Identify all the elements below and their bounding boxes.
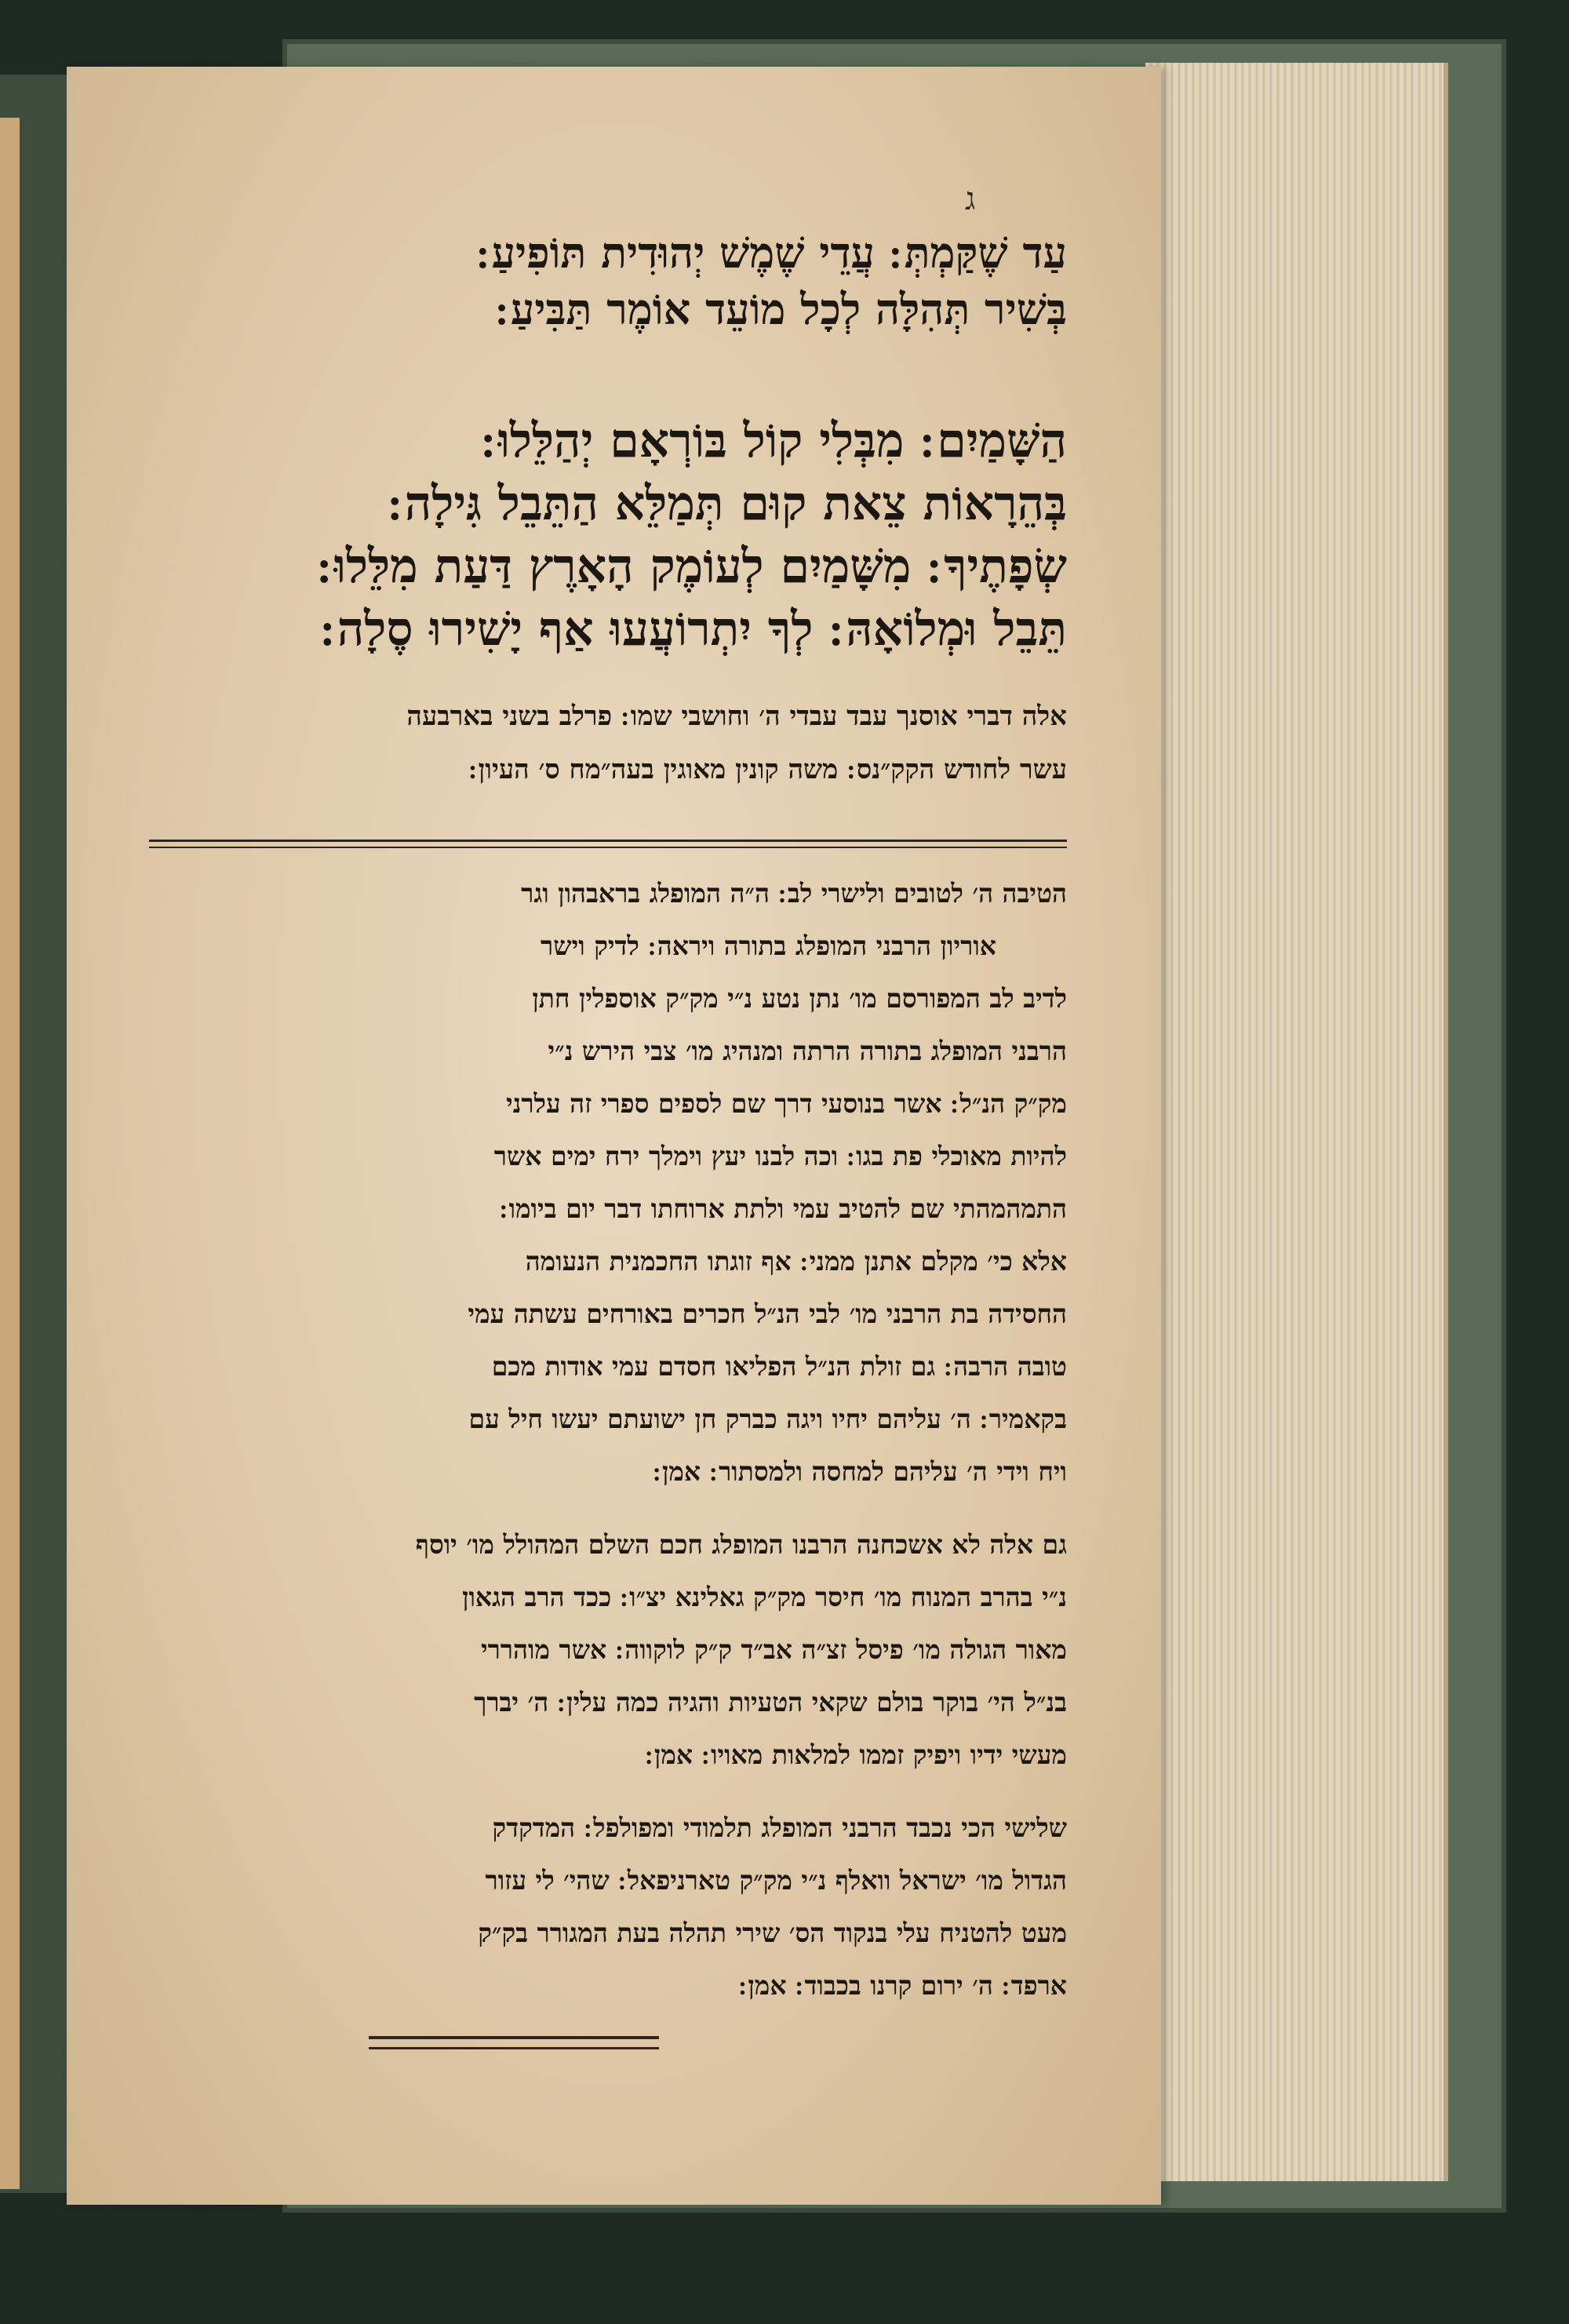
text-line: בנ״ל הי׳ בוקר בולם שקאי הטעיות והגיה כמה עלין ׃ ה׳ יברך [474, 1687, 1067, 1718]
text-line: גם אלה לא אשכחנה הרבנו המופלג חכם השלם המהולל מו׳ יוסף [415, 1529, 1067, 1560]
colophon-line: עשר לחודש הקק״נס ׃ משה קונין מאוגין בעה״מח ס׳ העיון ׃ [468, 754, 1067, 785]
text-line: נ״י בהרב המנוח מו׳ חיסר מק״ק גאלינא יצ״ו ׃ ככד הרב הגאון [462, 1582, 1067, 1612]
poem-line: תֵּבֵל וּמְלוֹאָהּ ׃ לְךָ יִתְרוֹעֲעוּ אַף יָשִׁירוּ סֶלָה ׃ [320, 602, 1067, 657]
poem-line: שְׂפָתֶיךָ ׃ מִשָּׁמַיִם לְעוֹמֶק הָאָרֶץ דַּעַת מִלֵּלוּ ׃ [317, 539, 1067, 594]
text-line: מק״ק הנ״ל ׃ אשר בנוסעי דרך שם לספים ספרי זה עלרני [505, 1088, 1067, 1119]
colophon-line: אלה דברי אוסנך עבד עבדי ה׳ וחושבי שמו ׃ פרלב בשני בארבעה [406, 701, 1067, 732]
colophon [149, 694, 1067, 801]
text-line: אלא כי׳ מקלם אתנן ממני ׃ אף זוגתו החכמנית הנעומה [525, 1246, 1067, 1277]
text-line: להיות מאוכלי פת בגו ׃ וכה לבנו יעץ וימלך ירח ימים אשר [493, 1141, 1067, 1171]
paragraph [149, 867, 1067, 1498]
page-mark: ג [965, 181, 976, 217]
left-leaf [0, 118, 20, 2189]
opening-line: בְּשִׁיר תְּהִלָּה לְכָל מוֹעֵד אוֹמֶר תַּבִּיעַ ׃ [495, 284, 1067, 334]
text-line: החסידה בת הרבני מו׳ לבי הנ״ל חכרים באורחים עשתה עמי [468, 1299, 1067, 1329]
opening-verse [149, 228, 1067, 341]
page-edges [1145, 63, 1448, 2181]
text-line: טובה הרבה ׃ גם זולת הנ״ל הפליאו חסדם עמי אודות מכם [491, 1351, 1067, 1382]
text-line: מאור הגולה מו׳ פיסל זצ״ה אב״ד ק״ק לוקווה ׃ אשר מוהררי [480, 1634, 1067, 1665]
poem-stanza [149, 413, 1067, 667]
text-line: מעט להטניח עלי בנקוד הס׳ שירי תהלה בעת המגורר בק״ק [478, 1918, 1067, 1948]
poem-line: הַשָּׁמַיִם ׃ מִבְּלִי קוֹל בּוֹרְאָם יְהַלֵּלוּ ׃ [481, 413, 1067, 468]
text-line: הגדול מו׳ ישראל וואלף נ״י מק״ק טארניפאל ׃ שהי׳ לי עזור [485, 1865, 1067, 1896]
text-line: שלישי הכי נכבד הרבני המופלג תלמודי ומפולפל ׃ המדקדק [492, 1812, 1067, 1843]
paragraph [149, 1518, 1067, 1781]
section-divider [149, 840, 1067, 848]
text-line: לדיב לב המפורסם מו׳ נתן נטע נ״י מק״ק אוספלין חתן [532, 983, 1067, 1014]
text-line: ויח וידי ה׳ עליהם למחסה ולמסתור ׃ אמן ׃ [653, 1456, 1067, 1487]
text-line: מעשי ידיו ויפיק זממו למלאות מאויו ׃ אמן ׃ [645, 1739, 1067, 1770]
opening-line: עַד שֶׁקַּמְתְּ ׃ עֲדֵי שֶׁמֶשׁ יְהוּדִית תּוֹפִיעַ ׃ [476, 228, 1067, 278]
end-ornament-rule [369, 2036, 659, 2049]
text-line: ארפד ׃ ה׳ ירום קרנו בכבוד ׃ אמן ׃ [738, 1970, 1067, 2001]
text-line: בקאמיר ׃ ה׳ עליהם יחיו ויגה כברק חן ישועתם יעשו חיל עם [468, 1404, 1067, 1434]
book-page [67, 67, 1161, 2205]
poem-line: בְּהֵרָאוֹת צֵאת קוּם תְּמַלֵּא הַתֵּבֵל גִּילָה ׃ [388, 476, 1067, 531]
text-line: התמהמהתי שם להטיב עמי ולתת ארוחתו דבר יום ביומו ׃ [500, 1193, 1067, 1224]
text-line: הטיבה ה׳ לטובים ולישרי לב ׃ ה״ה המופלג בראבהון וגר [521, 878, 1067, 909]
paragraph [149, 1801, 1067, 2012]
text-line: הרבני המופלג בתורה הרתה ומנהיג מו׳ צבי הירש נ״י [548, 1036, 1067, 1066]
text-line: אוריון הרבני המופלג בתורה ויראה ׃ לדיק וישר [541, 931, 996, 961]
acknowledgements [149, 867, 1067, 2032]
